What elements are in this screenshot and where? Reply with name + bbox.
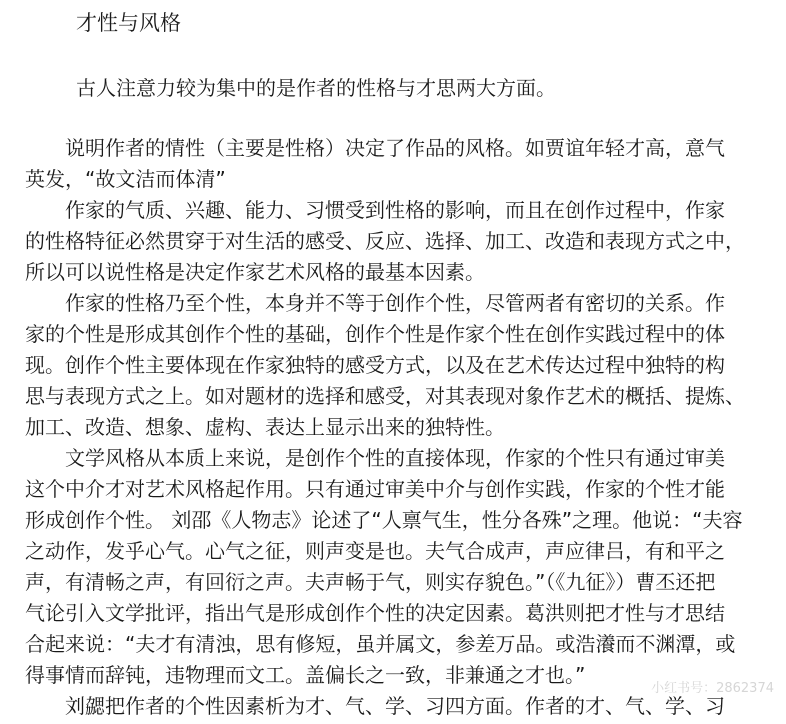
text-line: 气论引入文学批评，指出气是形成创作个性的决定因素。葛洪则把才性与才思结 (25, 601, 725, 625)
text-line: 得事情而辞钝，违物理而文工。盖偏长之一致，非兼通之才也。” (25, 663, 586, 687)
lead-paragraph: 古人注意力较为集中的是作者的性格与才思两大方面。 (76, 76, 556, 100)
text-line: 思与表现方式之上。如对题材的选择和感受，对其表现对象作艺术的概括、提炼、 (25, 384, 745, 408)
text-line: 这个中介才对艺术风格起作用。只有通过审美中介与创作实践，作家的个性才能 (25, 477, 725, 501)
text-line: 声，有清畅之声，有回衍之声。夫声畅于气，则实存貌色。”（《九征》）曹丕还把 (25, 570, 716, 594)
text-line: 现。创作个性主要体现在作家独特的感受方式，以及在艺术传达过程中独特的构 (25, 353, 725, 377)
text-line: 英发，“故文洁而体清” (25, 167, 226, 191)
text-line: 家的个性是形成其创作个性的基础，创作个性是作家个性在创作实践过程中的体 (25, 322, 725, 346)
text-line: 形成创作个性。 刘邵《人物志》论述了“人禀气生，性分各殊”之理。他说：“夫容 (25, 508, 743, 532)
document-title: 才性与风格 (76, 11, 181, 35)
watermark: 小红书号：2862374 (651, 681, 774, 696)
text-line: 作家的性格乃至个性，本身并不等于创作个性，尽管两者有密切的关系。作 (65, 291, 725, 315)
text-line: 刘勰把作者的个性因素析为才、气、学、习四方面。作者的才、气、学、习 (65, 694, 725, 718)
body-text (25, 133, 766, 722)
text-line: 所以可以说性格是决定作家艺术风格的最基本因素。 (25, 260, 485, 284)
text-line: 加工、改造、想象、虚构、表达上显示出来的独特性。 (25, 415, 505, 439)
text-line: 的性格特征必然贯穿于对生活的感受、反应、选择、加工、改造和表现方式之中， (25, 229, 745, 253)
text-line: 作家的气质、兴趣、能力、习惯受到性格的影响，而且在创作过程中，作家 (65, 198, 725, 222)
text-line: 文学风格从本质上来说，是创作个性的直接体现，作家的个性只有通过审美 (65, 446, 725, 470)
text-line: 合起来说：“夫才有清浊，思有修短，虽并属文，参差万品。或浩瀁而不渊潭，或 (25, 632, 736, 656)
text-line: 之动作，发乎心气。心气之征，则声变是也。夫气合成声，声应律吕，有和平之 (25, 539, 725, 563)
text-line: 说明作者的情性（主要是性格）决定了作品的风格。如贾谊年轻才高，意气 (65, 136, 725, 160)
